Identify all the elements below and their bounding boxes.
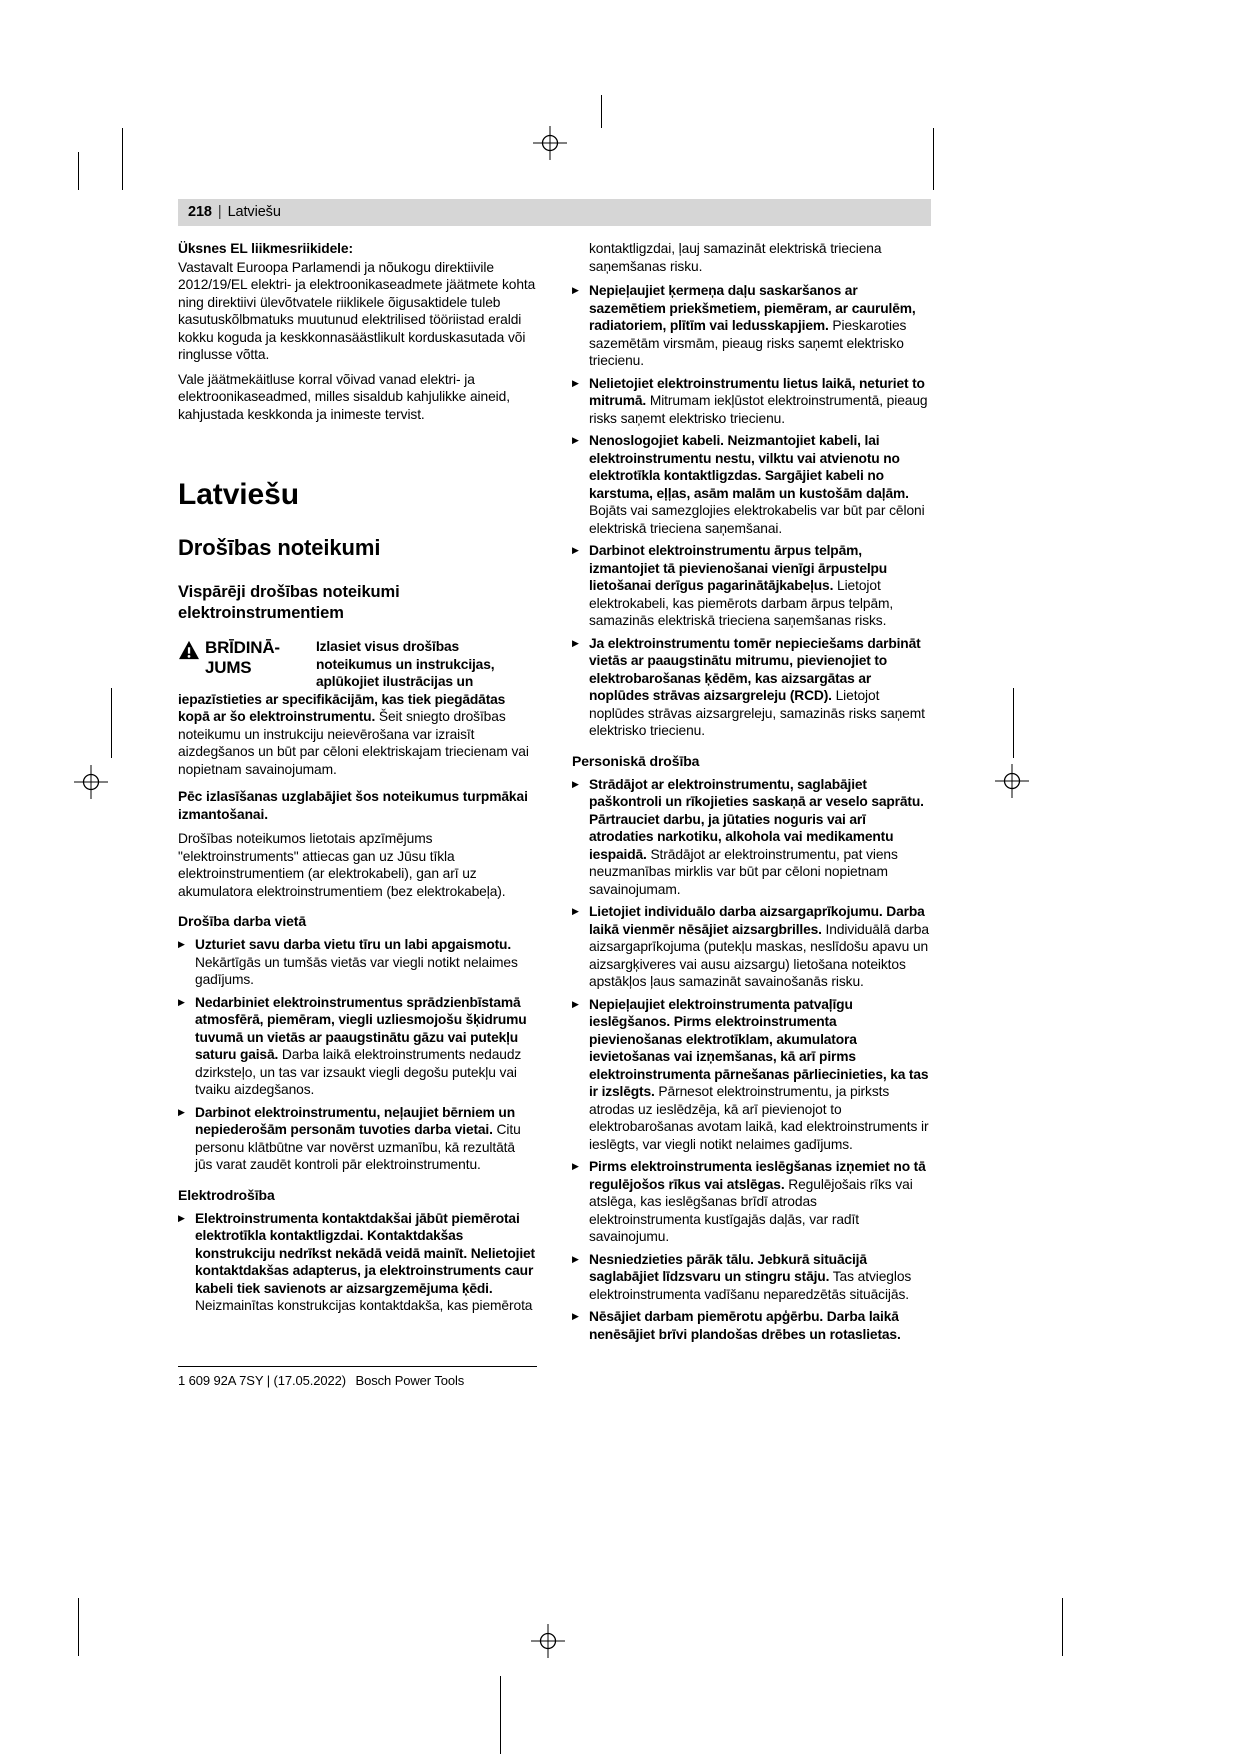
bullet-arrow-icon: ▶ [178, 939, 185, 949]
document-code: 1 609 92A 7SY | (17.05.2022) [178, 1373, 347, 1388]
safety-rule: Elektroinstrumenta kontaktdakšai jābūt piemērotai elektrotīkla kontaktligzdai. Kontaktdakšas konstrukciju nedrīkst nekādā veidā mainīt. Nelietojiet kontaktdakšas adapterus, ja elektroinstruments caur kabeli tiek savienots ar aizsargzemējuma ķēdi. [195, 1210, 535, 1296]
warning-triangle-icon [178, 638, 200, 665]
page-language-title: Latviešu [178, 478, 299, 511]
warning-bold-text: Izlasiet visus drošības noteikumus un instrukcijas, aplūkojiet ilustrācijas un iepazīstieties ar specifikācijām, kas tiek piegādātas kopā ar šo elektroinstrumentu. [178, 639, 506, 724]
bullet-arrow-icon: ▶ [572, 1311, 579, 1321]
safety-item [572, 1158, 932, 1246]
work-area-list [178, 936, 536, 1174]
bullet-arrow-icon: ▶ [572, 778, 579, 789]
safety-explanation: Mitrumam iekļūstot elektroinstrumentā, pieaug risks saņemt elektrisko triecienu. [589, 393, 928, 426]
bullet-arrow-icon: ▶ [572, 1161, 579, 1171]
estonian-paragraph-1: Vastavalt Euroopa Parlamendi ja nõukogu direktiivile 2012/19/EL elektri- ja elektroonikaseadmete jäätmete kohta ning direktiivi ülevõtvatele riiklikele õigusaktidele tuleb kasutuskõlbmatuks muutunud elektrilised tööriistad eraldi kokku koguda ja keskkonnasäästlikult korduskasutada või ringlusse võtta. [178, 259, 536, 362]
safety-rule: Pirms elektroinstrumenta ieslēgšanas izņemiet no tā regulējošos rīkus vai atslēgas. [589, 1159, 926, 1192]
electrical-safety-list-right [572, 282, 932, 740]
safety-rule: Darbinot elektroinstrumentu ārpus telpām, izmantojiet tā pievienošanai vienīgi ārpustelpu lietošanai derīgus pagarinātājkabeļus. [589, 543, 888, 593]
registration-mark-left [74, 765, 108, 799]
safety-explanation: Strādājot ar elektroinstrumentu, pat viens neuzmanības mirklis var būt par cēloni nopietnam savainojumam. [589, 846, 898, 897]
safety-item [572, 282, 932, 370]
safety-item [572, 375, 932, 428]
safety-rule: Nepieļaujiet elektroinstrumenta patvaļīgu ieslēgšanos. Pirms elektroinstrumenta pievienošanas elektrotīklam, akumulatora ievietošanas vai izņemšanas, kā arī pirms elektroinstrumenta pārnešanas pārliecinieties, ka tas ir izslēgts. [589, 996, 929, 1099]
safety-explanation: Lietojot noplūdes strāvas aizsargreleju, samazinās risks saņemt elektrisko triecienu. [589, 688, 925, 738]
right-column [572, 240, 932, 1348]
header-separator: | [217, 203, 222, 220]
subchapter-title-general-safety: Vispārēji drošības noteikumi elektroinstrumentiem [178, 583, 400, 622]
safety-explanation: Nekārtīgās un tumšās vietās var viegli notikt nelaimes gadījums. [195, 954, 518, 987]
brand-name: Bosch Power Tools [355, 1373, 465, 1388]
safety-item [178, 1210, 536, 1315]
bullet-arrow-icon: ▶ [178, 996, 185, 1007]
safety-item [572, 635, 932, 740]
personal-safety-list [572, 776, 932, 1344]
chapter-title-safety: Drošības noteikumi [178, 535, 381, 560]
safety-item [572, 776, 932, 899]
warning-word [205, 638, 280, 678]
safety-explanation: Citu personu klātbūtne var novērst uzmanību, kā rezultātā jūs varat zaudēt kontroli pār elektroinstrumentu. [195, 1122, 521, 1172]
safety-explanation: Regulējošais rīks vai atslēga, kas ieslēgšanas brīdī atrodas elektroinstrumenta kustīgajās daļās, var radīt savainojumu. [589, 1176, 913, 1244]
electrical-safety-list-left [178, 1210, 536, 1315]
safety-explanation: Pieskaroties sazemētām virsmām, pieaug risks saņemt elektrisko triecienu. [589, 318, 907, 368]
safety-item [178, 936, 536, 989]
safety-explanation: Pārnesot elektroinstrumentu, ja pirksts atrodas uz ieslēdzēja, kā arī pievienojot to elektrobarošanas avotam laikā, kad elektroinstruments ir ieslēgts, var viegli notikt nelaimes gadījums. [589, 1084, 929, 1152]
bullet-arrow-icon: ▶ [572, 906, 579, 916]
crop-mark-bottom-left [78, 1598, 79, 1656]
bullet-arrow-icon: ▶ [572, 998, 579, 1009]
crop-mark-left-mid [111, 688, 112, 758]
safety-item [178, 1104, 536, 1174]
left-column [178, 240, 536, 1320]
bullet-arrow-icon: ▶ [572, 545, 579, 555]
section-heading-electrical-safety: Elektrodrošība [178, 1186, 275, 1203]
bullet-arrow-icon: ▶ [178, 1106, 185, 1117]
bullet-arrow-icon: ▶ [572, 637, 579, 648]
registration-mark-right [995, 764, 1029, 798]
safety-rule: Nēsājiet darbam piemērotu apģērbu. Darba laikā nenēsājiet brīvi plandošas drēbes un rotaslietas. [589, 1309, 901, 1342]
safety-rule: Darbinot elektroinstrumentu, neļaujiet bērniem un nepiederošām personām tuvoties darba vietai. [195, 1104, 515, 1137]
crop-mark-top-right [933, 128, 934, 190]
safety-explanation: Darba laikā elektroinstruments nedaudz dzirksteļo, un tas var izsaukt viegli degošu putekļu vai tvaiku aizdegšanos. [195, 1047, 522, 1097]
safety-item [572, 996, 932, 1154]
term-definition-paragraph: Drošības noteikumos lietotais apzīmējums "elektroinstruments" attiecas gan uz Jūsu tīkla elektroinstrumentiem (ar elektrokabeli), gan arī uz akumulatora elektroinstrumentiem (bez elektrokabeļa). [178, 831, 506, 899]
safety-item [178, 994, 536, 1099]
warning-block [178, 638, 536, 778]
header-language: Latviešu [227, 203, 281, 220]
bullet-arrow-icon: ▶ [572, 1253, 579, 1264]
safety-rule: Uzturiet savu darba vietu tīru un labi apgaismotu. [195, 937, 512, 952]
warning-signal-word [178, 638, 316, 678]
warning-word-line2: JUMS [205, 658, 252, 677]
safety-item [572, 1308, 932, 1343]
safety-rule: Nepieļaujiet ķermeņa daļu saskaršanos ar sazemētiem priekšmetiem, piemēram, ar caurulēm, radiatoriem, plītīm vai ledusskapjiem. [589, 283, 916, 333]
safety-item [572, 542, 932, 630]
safety-explanation: Tas atvieglos elektroinstrumenta vadīšanu neparedzētās situācijās. [589, 1269, 912, 1302]
estonian-heading: Üksnes EL liikmesriikidele: [178, 241, 353, 256]
safety-rule: Strādājot ar elektroinstrumentu, saglabājiet paškontroli un rīkojieties saskaņā ar veselo saprātu. Pārtrauciet darbu, ja jūtaties noguris vai arī atrodaties narkotiku, alkohola vai medikamentu iespaidā. [589, 776, 924, 862]
crop-mark-top-left [122, 128, 123, 190]
safety-item [572, 1251, 932, 1304]
safety-rule: Nesniedzieties pārāk tālu. Jebkurā situācijā saglabājiet līdzsvaru un stingru stāju. [589, 1251, 867, 1284]
safety-explanation: Lietojot elektrokabeli, kas piemērots darbam ārpus telpām, samazinās elektriskā trieciena saņemšanas risks. [589, 578, 894, 628]
safety-rule: Ja elektroinstrumentu tomēr nepieciešams darbināt vietās ar paaugstinātu mitrumu, pievienojiet to elektrobarošanas ķēdēm, kas aizsargātas ar noplūdes strāvas aizsargreleju (RCD). [589, 635, 921, 703]
safety-rule: Nenoslogojiet kabeli. Neizmantojiet kabeli, lai elektroinstrumentu nestu, vilktu vai atvienotu no elektrotīkla kontaktligzdas. Sargājiet kabeli no karstuma, eļļas, asām malām un kustošām daļām. [589, 433, 909, 501]
section-heading-work-area: Drošība darba vietā [178, 913, 307, 929]
estonian-paragraph-2: Vale jäätmekäitluse korral võivad vanad elektri- ja elektroonikaseadmed, milles sisaldub kahjulikke aineid, kahjustada keskkonda ja inimeste tervist. [178, 371, 510, 422]
page-header [178, 199, 931, 226]
safety-item [572, 903, 932, 991]
page-footer [178, 1366, 537, 1390]
safety-rule: Nedarbiniet elektroinstrumentus sprādzienbīstamā atmosfērā, piemēram, viegli uzliesmojošu šķidrumu tuvumā un vietās ar paaugstinātu gāzu vai putekļu saturu gaisā. [195, 994, 527, 1062]
crop-mark-right-mid [1013, 688, 1014, 758]
safety-explanation: Individuālā darba aizsargaprīkojuma (putekļu maskas, neslīdošu apavu un aizsargķiveres vai ausu aizsargu) lietošana noteiktos apstākļos ļaus samazināt savainošanās risku. [589, 921, 929, 989]
registration-mark-top [533, 126, 567, 160]
electrical-item1-continuation: kontaktligzdai, ļauj samazināt elektriskā trieciena saņemšanas risku. [589, 241, 882, 274]
safety-item [572, 432, 932, 537]
bullet-arrow-icon: ▶ [572, 435, 579, 445]
safety-rule: Nelietojiet elektroinstrumentu lietus laikā, neturiet to mitrumā. [589, 375, 925, 408]
fold-mark-top [601, 95, 602, 128]
bullet-arrow-icon: ▶ [572, 377, 579, 388]
keep-instructions-note: Pēc izlasīšanas uzglabājiet šos noteikumus turpmākai izmantošanai. [178, 789, 528, 822]
section-heading-personal-safety: Personiskā drošība [572, 752, 700, 769]
fold-mark-bottom [500, 1676, 501, 1754]
safety-explanation: Bojāts vai samezglojies elektrokabelis var būt par cēloni elektriskā trieciena saņemšanai. [589, 503, 925, 536]
safety-rule: Lietojiet individuālo darba aizsargaprīkojumu. Darba laikā vienmēr nēsājiet aizsargbrilles. [589, 904, 925, 937]
page-number: 218 [188, 203, 212, 220]
bullet-arrow-icon: ▶ [178, 1212, 185, 1223]
crop-mark-bottom-right [1062, 1598, 1063, 1656]
warning-word-line1: BRĪDINĀ- [205, 638, 280, 657]
registration-mark-bottom [531, 1624, 565, 1658]
crop-mark-left-edge [78, 152, 79, 190]
safety-explanation: Neizmainītas konstrukcijas kontaktdakša, kas piemērota [195, 1298, 533, 1313]
bullet-arrow-icon: ▶ [572, 285, 579, 295]
warning-body-text: Šeit sniegto drošības noteikumu un instrukciju neievērošana var izraisīt aizdegšanos un būt par cēloni elektriskajam triecienam vai nopietnam savainojumam. [178, 709, 529, 777]
